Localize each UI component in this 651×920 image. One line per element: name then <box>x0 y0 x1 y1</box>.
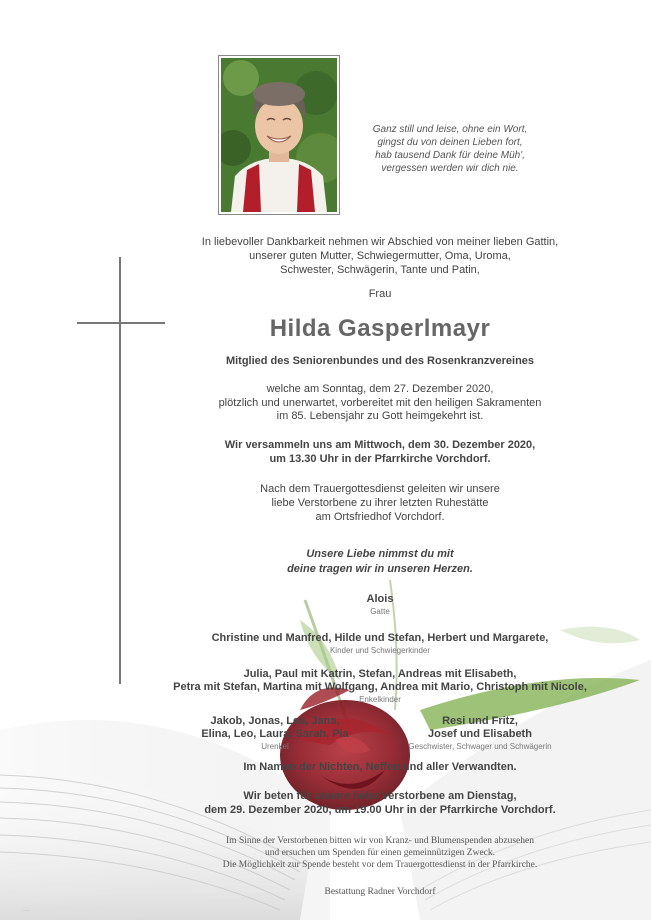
love-quote <box>150 547 610 577</box>
mourner-relation: Geschwister, Schwager und Schwägerin <box>408 742 552 751</box>
poem <box>350 123 550 175</box>
mourner-names: Christine und Manfred, Hilde und Stefan, Herbert und Margarete, <box>211 632 549 644</box>
mourner-names: Julia, Paul mit Katrin, Stefan, Andreas mit Elisabeth, <box>243 668 517 680</box>
donation-line: und ersuchen um Spenden für einen gemeinnützigen Zweck. <box>264 848 496 858</box>
mourner-names: Alois <box>366 593 394 605</box>
passing-text <box>150 383 610 424</box>
intro-line: Schwester, Schwägerin, Tante und Patin, <box>280 264 480 276</box>
funeral-home: Bestattung Radner Vorchdorf <box>324 887 436 897</box>
mourner-great-grandchildren <box>190 715 360 752</box>
mourner-names: Resi und Fritz, <box>442 715 518 727</box>
mourner-relation: Gatte <box>370 607 390 616</box>
mourner-children <box>150 632 610 656</box>
mourner-relation: Urenkel <box>261 742 289 751</box>
mourner-siblings <box>390 715 570 752</box>
title-prefix: Frau <box>368 288 392 300</box>
poem-line: gingst du von deinen Lieben fort, <box>377 137 523 148</box>
mourner-relation: Kinder und Schwiegerkinder <box>329 646 431 655</box>
mourner-husband <box>150 593 610 617</box>
mourner-grandchildren <box>150 668 610 705</box>
poem-line: hab tausend Dank für deine Müh', <box>375 150 525 161</box>
mourner-relation: Enkelkinder <box>359 695 401 704</box>
donation-line: Die Möglichkeit zur Spende besteht vor dem Trauergottesdienst in der Pfarrkirche. <box>222 860 538 870</box>
mourner-names: Josef und Elisabeth <box>428 728 532 740</box>
gathering-text <box>150 438 610 466</box>
passing-line: im 85. Lebensjahr zu Gott heimgekehrt ist. <box>276 410 484 422</box>
prayer-service-text <box>150 789 610 817</box>
gathering-line: um 13.30 Uhr in der Pfarrkirche Vorchdorf. <box>269 453 491 465</box>
prayer-service-line: Wir beten für unsere liebe Verstorbene am Dienstag, <box>243 790 517 802</box>
portrait-photo <box>218 55 340 215</box>
prayer-service-line: dem 29. Dezember 2020, um 19.00 Uhr in der Pfarrkirche Vorchdorf. <box>204 804 556 816</box>
intro-line: unserer guten Mutter, Schwiegermutter, Oma, Uroma, <box>249 250 511 262</box>
mourner-names: Jakob, Jonas, Lea, Jana, <box>210 715 340 727</box>
print-mark: ····· <box>22 908 31 914</box>
membership: Mitglied des Seniorenbundes und des Rosenkranzvereines <box>225 355 535 367</box>
poem-line: vergessen werden wir dich nie. <box>381 163 519 174</box>
passing-line: plötzlich und unerwartet, vorbereitet mit den heiligen Sakramenten <box>218 396 542 409</box>
intro-line: In liebevoller Dankbarkeit nehmen wir Abschied von meiner lieben Gattin, <box>201 236 559 248</box>
after-service-text <box>150 482 610 524</box>
after-service-line: am Ortsfriedhof Vorchdorf. <box>315 511 445 523</box>
after-service-line: liebe Verstorbene zu ihrer letzten Ruhestätte <box>271 497 489 509</box>
donation-line: Im Sinne der Verstorbenen bitten wir von Kranz- und Blumenspenden abzusehen <box>226 836 534 846</box>
mourner-names: Petra mit Stefan, Martina mit Wolfgang, Andrea mit Mario, Christoph mit Nicole, <box>173 681 587 693</box>
poem-line: Ganz still und leise, ohne ein Wort, <box>372 124 528 135</box>
portrait-image <box>221 58 337 212</box>
mourner-names: Elina, Leo, Laura, Sarah, Pia <box>201 728 349 740</box>
intro-text <box>150 235 610 277</box>
passing-line: welche am Sonntag, dem 27. Dezember 2020, <box>266 383 494 395</box>
relatives-line: Im Namen der Nichten, Neffen und aller Verwandten. <box>243 761 517 773</box>
gathering-line: Wir versammeln uns am Mittwoch, dem 30. Dezember 2020, <box>224 439 536 451</box>
deceased-name: Hilda Gasperlmayr <box>269 315 491 342</box>
love-quote-line: deine tragen wir in unseren Herzen. <box>287 563 473 575</box>
donation-note <box>150 835 610 871</box>
love-quote-line: Unsere Liebe nimmst du mit <box>306 548 454 560</box>
after-service-line: Nach dem Trauergottesdienst geleiten wir unsere <box>260 483 500 495</box>
